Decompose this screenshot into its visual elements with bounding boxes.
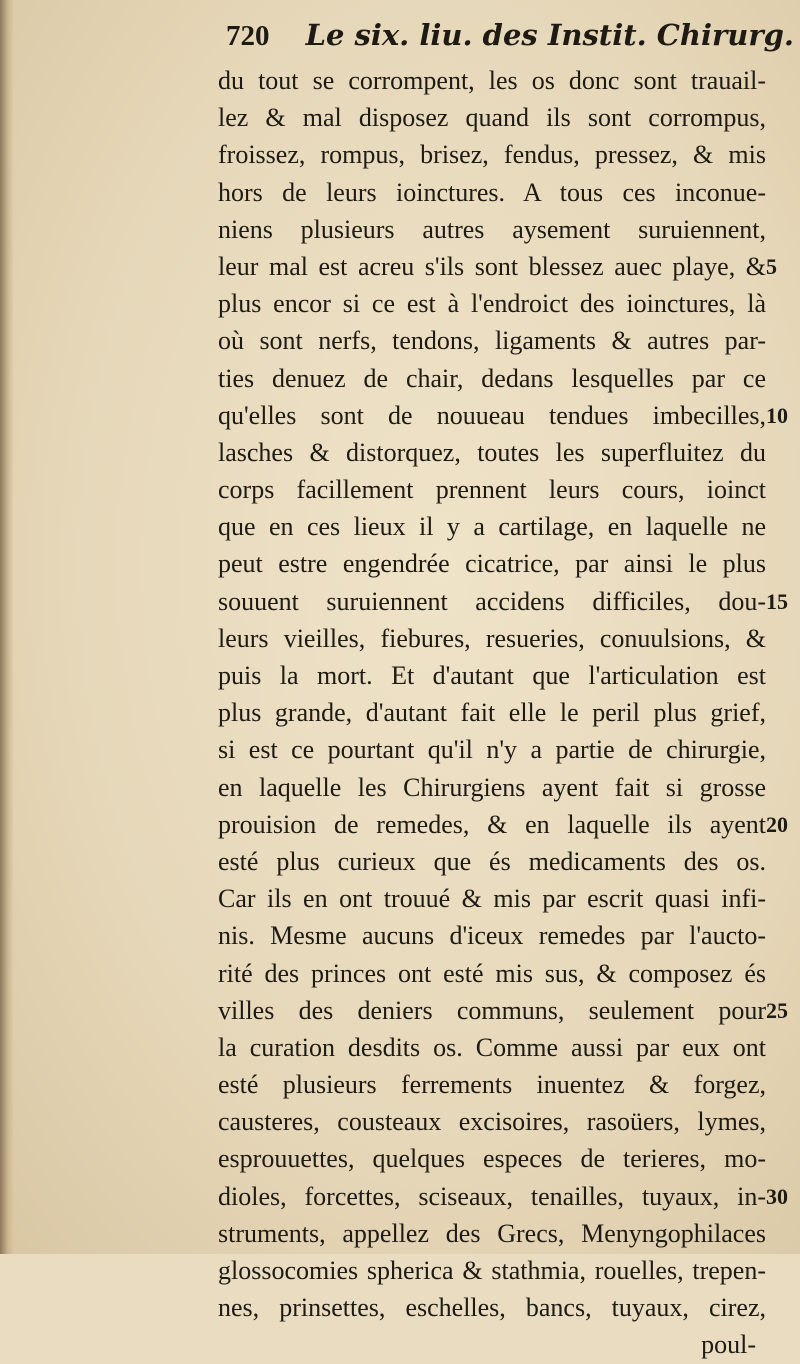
- text-line: qu'elles sont de nouueau tendues imbecilles,: [218, 400, 766, 430]
- text-line: struments, appellez des Grecs, Menyngophilaces: [218, 1218, 766, 1248]
- page-header: [226, 18, 794, 53]
- text-line: esté plusieurs ferrements inuentez & forgez,: [218, 1070, 766, 1100]
- text-line: souuent suruiennent accidens difficiles, dou-: [218, 586, 766, 616]
- text-line: glossocomies spherica & stathmia, rouelles, trepen-: [218, 1256, 766, 1285]
- margin-number: 10: [766, 402, 788, 428]
- text-line: rité des princes ont esté mis sus, & composez és: [218, 958, 766, 988]
- text-line: esprouuettes, quelques especes de terieres, mo-: [218, 1144, 766, 1174]
- text-line: corps facillement prennent leurs cours, ioinct: [218, 475, 766, 505]
- text-line: nis. Mesme aucuns d'iceux remedes par l'aucto-: [218, 921, 766, 951]
- text-line: leurs vieilles, fiebures, resueries, conuulsions, &: [218, 623, 766, 653]
- page-gutter: [0, 0, 14, 1254]
- text-line: puis la mort. Et d'autant que l'articulation est: [218, 661, 766, 690]
- text-line: en laquelle les Chirurgiens ayent fait si grosse: [218, 772, 766, 802]
- margin-number: 5: [766, 254, 777, 279]
- text-line: poul-: [701, 1330, 756, 1360]
- text-line: plus grande, d'autant fait elle le peril plus grief,: [218, 698, 766, 728]
- text-line: nes, prinsettes, eschelles, bancs, tuyaux, cirez,: [218, 1293, 766, 1323]
- text-line: que en ces lieux il y a cartilage, en laquelle ne: [218, 512, 766, 542]
- text-line: prouision de remedes, & en laquelle ils ayent: [218, 809, 766, 839]
- text-line: esté plus curieux que és medicaments des os.: [218, 846, 766, 876]
- text-line: causteres, cousteaux excisoires, rasoüers, lymes,: [218, 1107, 766, 1137]
- text-line: si est ce pourtant qu'il n'y a partie de chirurgie,: [218, 735, 766, 765]
- margin-number: 20: [766, 812, 788, 837]
- text-line: Car ils en ont trouué & mis par escrit quasi infi-: [218, 884, 766, 914]
- text-line: leur mal est acreu s'ils sont blessez auec playe, &: [218, 251, 766, 281]
- text-line: du tout se corrompent, les os donc sont trauail-: [218, 66, 766, 95]
- text-line: où sont nerfs, tendons, ligaments & autres par-: [218, 326, 766, 356]
- text-line: plus encor si ce est à l'endroict des ioinctures, là: [218, 289, 766, 319]
- text-line: ties denuez de chair, dedans lesquelles par ce: [218, 363, 766, 393]
- margin-number: 25: [766, 998, 788, 1023]
- text-line: niens plusieurs autres aysement suruiennent,: [218, 214, 766, 244]
- folio-number: 720: [226, 20, 270, 52]
- text-line: hors de leurs ioinctures. A tous ces inconue-: [218, 177, 766, 207]
- text-line: lez & mal disposez quand ils sont corrompus,: [218, 103, 766, 133]
- text-line: la curation desdits os. Comme aussi par eux ont: [218, 1032, 766, 1062]
- text-line: dioles, forcettes, sciseaux, tenailles, tuyaux, in-: [218, 1181, 766, 1211]
- text-line: lasches & distorquez, toutes les superfluitez du: [218, 437, 766, 467]
- margin-number: 30: [766, 1184, 788, 1209]
- text-line: froissez, rompus, brisez, fendus, pressez, & mis: [218, 140, 766, 170]
- text-line: villes des deniers communs, seulement pour: [218, 995, 766, 1025]
- body-text: [218, 62, 766, 1364]
- text-line: peut estre engendrée cicatrice, par ainsi le plus: [218, 549, 766, 579]
- running-title: Le six. liu. des Instit. Chirurg.: [305, 18, 795, 52]
- margin-number: 15: [766, 588, 788, 614]
